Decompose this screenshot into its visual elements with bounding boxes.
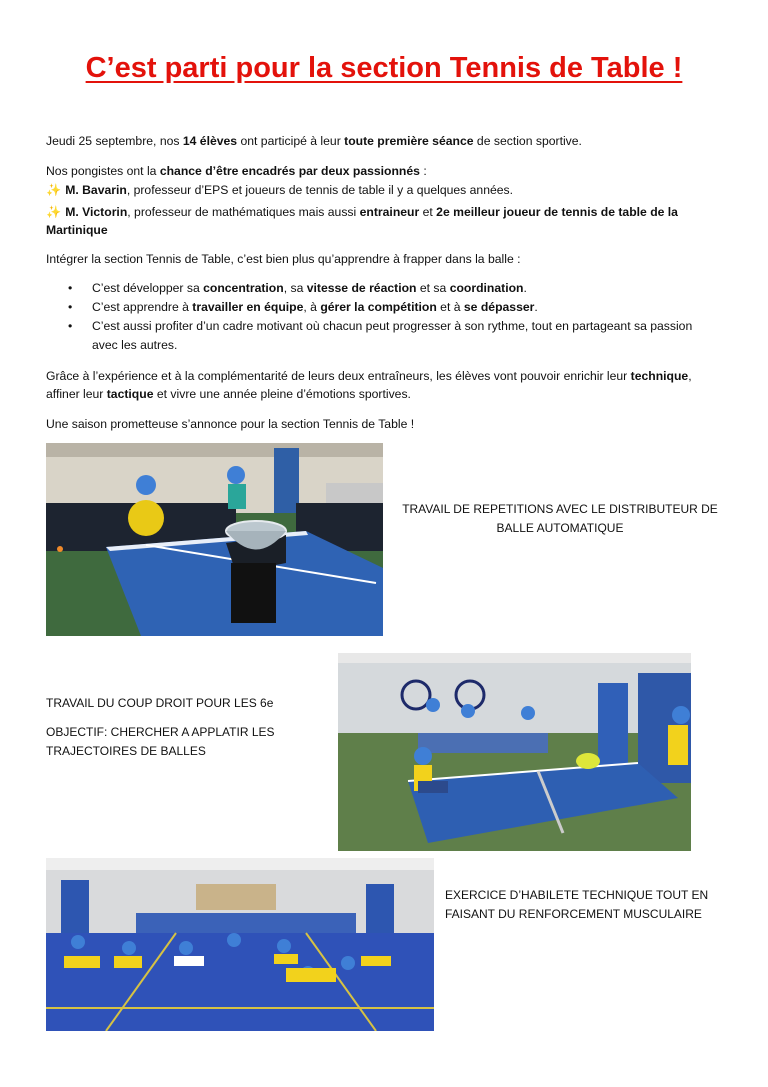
coach-2-desc: , professeur de mathématiques mais aussi [127,205,360,219]
caption-photo-3: EXERCICE D’HABILETE TECHNIQUE TOUT EN FAISANT DU RENFORCEMENT MUSCULAIRE [445,888,709,921]
bullet-text: et sa [416,281,450,295]
page-title: C’est parti pour la section Tennis de Table ! [85,52,683,84]
grace-bold: tactique [106,387,154,401]
bullet-bold: concentration [203,281,284,295]
bullet-bold: se dépasser [463,300,535,314]
sparkles-icon: ✨ [46,205,62,219]
coach-1-desc: , professeur d’EPS et joueurs de tennis de table il y a quelques années. [126,183,514,197]
coaches-line [46,162,716,180]
grace-paragraph [46,367,716,403]
bullet-text: C’est développer sa [92,281,204,295]
bullet-text: . [534,300,538,314]
photo-ball-distributor [46,443,383,636]
coach-1-line [46,181,716,199]
bullet-text: C’est aussi profiter d’un cadre motivant où chacun peut progresser à son rythme, tout en partageant sa passion avec les autres. [92,319,693,352]
list-item [46,317,706,355]
saison-paragraph: Une saison prometteuse s’annonce pour la section Tennis de Table ! [46,417,415,431]
intro-paragraph [46,132,716,150]
list-item [46,279,706,298]
intro-text-mid: ont participé à leur [237,134,345,148]
coach-2-rank: 2e meilleur joueur de tennis de table de la Martinique [46,205,678,237]
coaches-text-post: : [419,164,427,178]
bullet-text: C’est apprendre à [92,300,193,314]
sparkles-icon: ✨ [46,183,62,197]
intro-text: Jeudi 25 septembre, nos [46,134,183,148]
caption-photo-2-title: TRAVAIL DU COUP DROIT POUR LES 6e [46,696,274,710]
bullet-text: . [523,281,527,295]
grace-text: Grâce à l’expérience et à la complémentarité de leurs deux entraîneurs, les élèves vont pouvoir enrichir leur [46,369,631,383]
grace-bold: technique [630,369,689,383]
coach-2-name: M. Victorin [65,205,128,219]
coach-2-role: entraineur [359,205,420,219]
grace-text: et vivre une année pleine d’émotions sportives. [153,387,411,401]
bullet-bold: gérer la compétition [320,300,437,314]
caption-photo-1: TRAVAIL DE REPETITIONS AVEC LE DISTRIBUTEUR DE BALLE AUTOMATIQUE [402,502,718,535]
grace-text: , affiner leur [46,369,692,401]
benefits-list [46,279,706,355]
coaches-text: Nos pongistes ont la [46,164,160,178]
coach-1-name: M. Bavarin [65,183,127,197]
photo-muscle-exercise [46,858,434,1031]
integrate-paragraph: Intégrer la section Tennis de Table, c’est bien plus qu’apprendre à frapper dans la balle : [46,252,521,266]
caption-photo-2-objective: OBJECTIF: CHERCHER A APPLATIR LES TRAJECTOIRES DE BALLES [46,725,275,758]
intro-bold: toute première séance [344,134,474,148]
intro-text-post: de section sportive. [473,134,582,148]
coaches-bold: chance d’être encadrés par deux passionnés [159,164,420,178]
photo-forehand-training [338,653,691,851]
coach-2-line [46,203,716,239]
bullet-bold: travailler en équipe [192,300,304,314]
bullet-bold: coordination [449,281,524,295]
list-item [46,298,706,317]
bullet-text: , sa [283,281,307,295]
bullet-text: et à [436,300,464,314]
bullet-text: , à [303,300,321,314]
coach-2-desc-2: et [419,205,437,219]
bullet-bold: vitesse de réaction [306,281,417,295]
intro-count: 14 élèves [182,134,238,148]
